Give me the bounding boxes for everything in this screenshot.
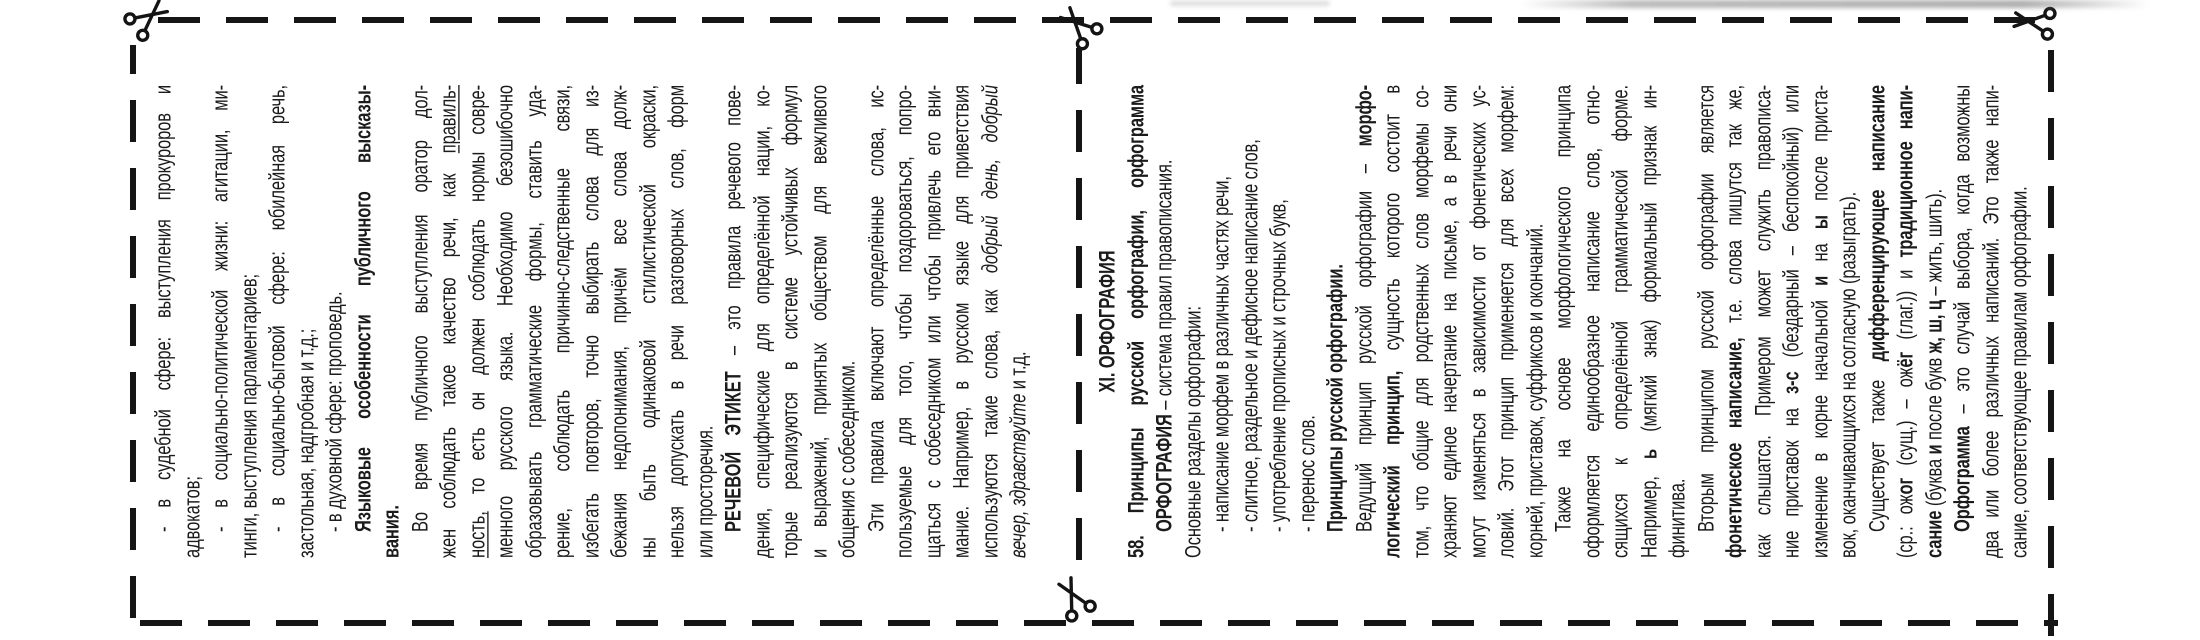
card-public-speech — [150, 85, 1034, 558]
scan-artifact — [1520, 0, 2150, 8]
text-line: Эти правила включают определённые слова, ис- — [864, 85, 889, 532]
text-line: рение, соблюдать причинно-следственные связи, — [550, 85, 575, 558]
text-line: сание (буква и после букв ж, ш, ц – жить, шить). — [1922, 189, 1947, 558]
text-line: общения с собеседником. — [835, 360, 860, 558]
text-line: торые реализуются в системе устойчивых формул — [778, 85, 803, 558]
text-line: вок, оканчивающихся на согласную (разыграть). — [1836, 191, 1861, 558]
text-line: корней, приставок, суффиксов и окончаний. — [1523, 223, 1548, 558]
text-line: тинги, выступления парламентариев; — [237, 274, 262, 558]
text-line: - перенос слов. — [1295, 415, 1320, 532]
text-line: (ср.: ожог (сущ.) – ожёг (глаг.)) и традиционное напи- — [1893, 85, 1918, 558]
cut-line-top — [130, 45, 136, 618]
cut-line-bottom — [2048, 48, 2054, 636]
text-line: - в социально-политической жизни: агитации, ми- — [208, 85, 233, 532]
text-line: - в социально-бытовой сфере: юбилейная речь, — [265, 85, 290, 532]
text-line: - употребление прописных и строчных букв, — [1266, 199, 1291, 532]
text-line: Орфограмма – это случай выбора, когда возможны — [1950, 85, 1975, 532]
text-line: вания. — [379, 505, 404, 558]
text-line: Основные разделы орфографии: — [1181, 306, 1206, 558]
text-line: - в духовной сфере: проповедь. — [322, 291, 347, 532]
text-line: используются такие слова, как добрый день, добрый — [978, 85, 1003, 558]
text-line: бежания недопонимания, причём все слова долж- — [607, 85, 632, 558]
text-line: сание, соответствующее правилам орфографии. — [2007, 186, 2032, 558]
text-line: как слышатся. Примером может служить правописа- — [1751, 85, 1776, 558]
text-line: Во время публичного выступления оратор дол- — [408, 85, 433, 532]
text-line: сящихся к определённой грамматической форме. — [1608, 85, 1633, 558]
text-line: фонетическое написание, т.е. слова пишутся так же, — [1722, 85, 1747, 558]
text-line: Языковые особенности публичного высказы- — [351, 85, 376, 532]
text-line: ние приставок на з-с (бездарный – беспокойный) или — [1779, 85, 1804, 558]
scan-artifact — [1170, 1, 1330, 6]
text-line: финитива. — [1665, 478, 1690, 558]
text-line: 58. Принципы русской орфографии, орфограмма — [1124, 85, 1149, 558]
text-line: вечер, здравствуйте и т.д. — [1006, 351, 1031, 558]
text-line: РЕЧЕВОЙ ЭТИКЕТ – это правила речевого пове- — [721, 85, 746, 532]
text-line: ны быть одинаковой стилистической окраски, — [636, 85, 661, 558]
text-line: Также на основе морфологического принципа — [1551, 85, 1576, 532]
text-line: оформляется единообразное написание слов, отно- — [1580, 85, 1605, 558]
text-line: - слитное, раздельное и дефисное написание слов, — [1238, 139, 1263, 532]
text-line: XI. ОРФОГРАФИЯ — [1095, 250, 1120, 393]
text-line: том, что общие для родственных слов морфемы со- — [1409, 85, 1434, 558]
text-line: образовывать грамматические формы, ставить уда- — [522, 85, 547, 558]
text-line: Ведущий принцип русской орфографии – морфо- — [1352, 85, 1377, 532]
cut-line-left — [140, 620, 2058, 626]
text-line: адвокатов; — [180, 476, 205, 558]
text-line: Вторым принципом русской орфографии является — [1694, 85, 1719, 532]
text-line: избегать повторов, точно выбирать слова для из- — [579, 85, 604, 558]
text-line: пользуемые для того, чтобы поздороваться, попро- — [892, 85, 917, 558]
text-line: нельзя допускать в речи разговорных слов, форм — [664, 85, 689, 558]
text-line: ловий. Этот принцип применяется для всех морфем: — [1494, 85, 1519, 558]
text-line: храняют единое начертание на письме, а в речи они — [1437, 85, 1462, 558]
text-line: изменение в корне начальной и на ы после приста- — [1808, 85, 1833, 558]
text-line: застольная, надгробная и т.д.; — [294, 328, 319, 558]
text-line: дения, специфические для определённой нации, ко- — [750, 85, 775, 558]
text-line: Существует также дифференцирующее написание — [1865, 85, 1890, 532]
cut-line-divider — [1076, 48, 1082, 560]
text-line: менного русского языка. Необходимо безошибочно — [493, 85, 518, 558]
card-orthography — [1094, 85, 2035, 558]
text-line: ОРФОГРАФИЯ – система правил правописания. — [1152, 159, 1177, 532]
text-line: - в судебной сфере: выступления прокуроров и — [151, 85, 176, 532]
text-line: или просторечия. — [693, 425, 718, 558]
text-line: ность, то есть он должен соблюдать нормы совре- — [465, 85, 490, 558]
text-line: два или более различных написаний. Это также напи- — [1979, 85, 2004, 558]
text-line: жен соблюдать такое качество речи, как правиль- — [436, 85, 461, 558]
text-line: Принципы русской орфографии. — [1323, 264, 1348, 532]
text-line: логический принцип, сущность которого состоит в — [1380, 85, 1405, 558]
text-line: могут изменяться в зависимости от фонетических ус- — [1466, 85, 1491, 558]
text-line: Например, ь (мягкий знак) формальный признак ин- — [1637, 85, 1662, 558]
text-line: - написание морфем в различных частях речи, — [1209, 176, 1234, 532]
text-line: мание. Например, в русском языке для приветствия — [949, 85, 974, 558]
text-line: и выражений, принятых обществом для вежливого — [807, 85, 832, 558]
text-line: щаться с собеседником или чтобы привлечь его вни- — [921, 85, 946, 558]
